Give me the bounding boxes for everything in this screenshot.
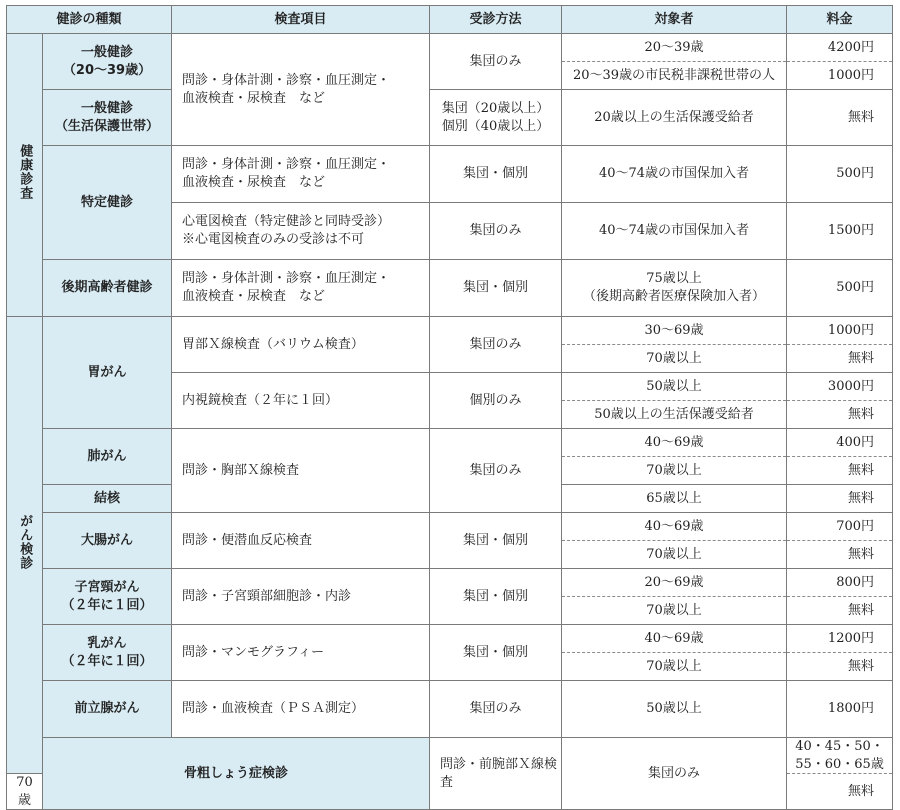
method-cell: 集団のみ bbox=[430, 203, 562, 260]
fee-cell: 無料 bbox=[787, 90, 893, 146]
method-cell: 集団のみ bbox=[430, 34, 562, 90]
target-cell: 20～69歳 bbox=[562, 569, 787, 597]
fee-cell: 1500円 bbox=[787, 203, 893, 260]
method-cell: 個別のみ bbox=[430, 373, 562, 429]
fee-cell: 無料 bbox=[787, 541, 893, 569]
table-row bbox=[7, 34, 893, 62]
table-row bbox=[7, 260, 893, 317]
target-cell: 40～74歳の市国保加入者 bbox=[562, 203, 787, 260]
target-cell: 20～39歳の市民税非課税世帯の人 bbox=[562, 62, 787, 90]
table-header-row bbox=[7, 6, 893, 34]
section-health-checkup: 健康診査 bbox=[7, 34, 43, 317]
target-cell: 50歳以上の生活保護受給者 bbox=[562, 401, 787, 429]
category-tuberculosis: 結核 bbox=[43, 485, 172, 513]
section-cancer-screening: がん検診 bbox=[7, 317, 43, 774]
target-cell: 70歳以上 bbox=[562, 457, 787, 485]
header-method: 受診方法 bbox=[430, 6, 562, 34]
category-general-checkup: 一般健診 （20～39歳） bbox=[43, 34, 172, 90]
fee-cell: 400円 bbox=[787, 429, 893, 457]
item-elderly-checkup: 問診・身体計測・診察・血圧測定・ 血液検査・尿検査 など bbox=[172, 260, 430, 317]
item-stomach-xray: 胃部Ｘ線検査（バリウム検査） bbox=[172, 317, 430, 373]
method-cell: 集団のみ bbox=[430, 681, 562, 738]
target-cell: 40・45・50・55・60・65歳 bbox=[787, 738, 893, 774]
method-cell: 集団のみ bbox=[430, 317, 562, 373]
item-cervical-cytology: 問診・子宮頸部細胞診・内診 bbox=[172, 569, 430, 625]
target-cell: 20歳以上の生活保護受給者 bbox=[562, 90, 787, 146]
table-row bbox=[7, 90, 893, 118]
method-cell: 集団（20歳以上） 個別（40歳以上） bbox=[430, 90, 562, 146]
method-cell: 集団・個別 bbox=[430, 625, 562, 681]
fee-cell: 無料 bbox=[787, 345, 893, 373]
fee-cell: 500円 bbox=[787, 260, 893, 317]
item-stomach-endoscopy: 内視鏡検査（２年に１回） bbox=[172, 373, 430, 429]
table-row bbox=[7, 513, 893, 541]
fee-cell: 3000円 bbox=[787, 373, 893, 401]
item-specific-checkup: 問診・身体計測・診察・血圧測定・ 血液検査・尿検査 など bbox=[172, 146, 430, 203]
target-cell: 70歳 bbox=[7, 774, 43, 810]
target-cell: 50歳以上 bbox=[562, 373, 787, 401]
target-cell: 70歳以上 bbox=[562, 597, 787, 625]
table-row bbox=[7, 146, 893, 203]
item-forearm-xray: 問診・前腕部Ｘ線検査 bbox=[430, 738, 562, 810]
method-cell: 集団・個別 bbox=[430, 260, 562, 317]
fee-cell: 500円 bbox=[787, 146, 893, 203]
target-cell: 30～69歳 bbox=[562, 317, 787, 345]
category-lung-cancer: 肺がん bbox=[43, 429, 172, 485]
target-cell: 20～39歳 bbox=[562, 34, 787, 62]
header-item: 検査項目 bbox=[172, 6, 430, 34]
category-breast-cancer: 乳がん （２年に１回） bbox=[43, 625, 172, 681]
category-elderly-checkup: 後期高齢者健診 bbox=[43, 260, 172, 317]
method-cell: 集団・個別 bbox=[430, 569, 562, 625]
header-category: 健診の種類 bbox=[7, 6, 172, 34]
fee-cell: 無料 bbox=[787, 597, 893, 625]
category-welfare-checkup: 一般健診 （生活保護世帯） bbox=[43, 90, 172, 146]
fee-cell: 無料 bbox=[787, 774, 893, 810]
item-psa-test: 問診・血液検査（ＰＳＡ測定） bbox=[172, 681, 430, 738]
target-cell: 70歳以上 bbox=[562, 653, 787, 681]
checkup-fee-table bbox=[6, 5, 893, 810]
item-ecg: 心電図検査（特定健診と同時受診） ※心電図検査のみの受診は不可 bbox=[172, 203, 430, 260]
category-cervical-cancer: 子宮頸がん （２年に１回） bbox=[43, 569, 172, 625]
category-prostate-cancer: 前立腺がん bbox=[43, 681, 172, 738]
method-cell: 集団・個別 bbox=[430, 513, 562, 569]
fee-cell: 1000円 bbox=[787, 317, 893, 345]
target-cell: 75歳以上 （後期高齢者医療保険加入者） bbox=[562, 260, 787, 317]
table-row bbox=[7, 738, 893, 774]
table-row bbox=[7, 569, 893, 597]
method-cell: 集団のみ bbox=[430, 429, 562, 513]
header-target: 対象者 bbox=[562, 6, 787, 34]
fee-cell: 4200円 bbox=[787, 34, 893, 62]
checkup-table-wrapper bbox=[6, 5, 892, 808]
fee-cell: 800円 bbox=[787, 569, 893, 597]
target-cell: 70歳以上 bbox=[562, 345, 787, 373]
fee-cell: 無料 bbox=[787, 485, 893, 513]
table-row bbox=[7, 625, 893, 653]
section-osteoporosis-screening: 骨粗しょう症検診 bbox=[43, 738, 430, 810]
fee-cell: 無料 bbox=[787, 401, 893, 429]
item-general-checkup: 問診・身体計測・診察・血圧測定・ 血液検査・尿検査 など bbox=[172, 34, 430, 146]
table-row bbox=[7, 681, 893, 738]
table-row bbox=[7, 317, 893, 345]
fee-cell: 無料 bbox=[787, 457, 893, 485]
target-cell: 40～69歳 bbox=[562, 429, 787, 457]
item-fecal-occult-blood: 問診・便潜血反応検査 bbox=[172, 513, 430, 569]
item-chest-xray: 問診・胸部Ｘ線検査 bbox=[172, 429, 430, 513]
method-cell: 集団・個別 bbox=[430, 146, 562, 203]
target-cell: 70歳以上 bbox=[562, 541, 787, 569]
header-fee: 料金 bbox=[787, 6, 893, 34]
table-row bbox=[7, 429, 893, 457]
category-specific-checkup: 特定健診 bbox=[43, 146, 172, 260]
category-colon-cancer: 大腸がん bbox=[43, 513, 172, 569]
target-cell: 65歳以上 bbox=[562, 485, 787, 513]
category-stomach-cancer: 胃がん bbox=[43, 317, 172, 429]
target-cell: 40～69歳 bbox=[562, 625, 787, 653]
item-mammography: 問診・マンモグラフィー bbox=[172, 625, 430, 681]
target-cell: 50歳以上 bbox=[562, 681, 787, 738]
target-cell: 40～74歳の市国保加入者 bbox=[562, 146, 787, 203]
fee-cell: 700円 bbox=[787, 513, 893, 541]
fee-cell: 1200円 bbox=[787, 625, 893, 653]
target-cell: 40～69歳 bbox=[562, 513, 787, 541]
method-cell: 集団のみ bbox=[562, 738, 787, 810]
fee-cell: 無料 bbox=[787, 653, 893, 681]
fee-cell: 1000円 bbox=[787, 62, 893, 90]
fee-cell: 1800円 bbox=[787, 681, 893, 738]
